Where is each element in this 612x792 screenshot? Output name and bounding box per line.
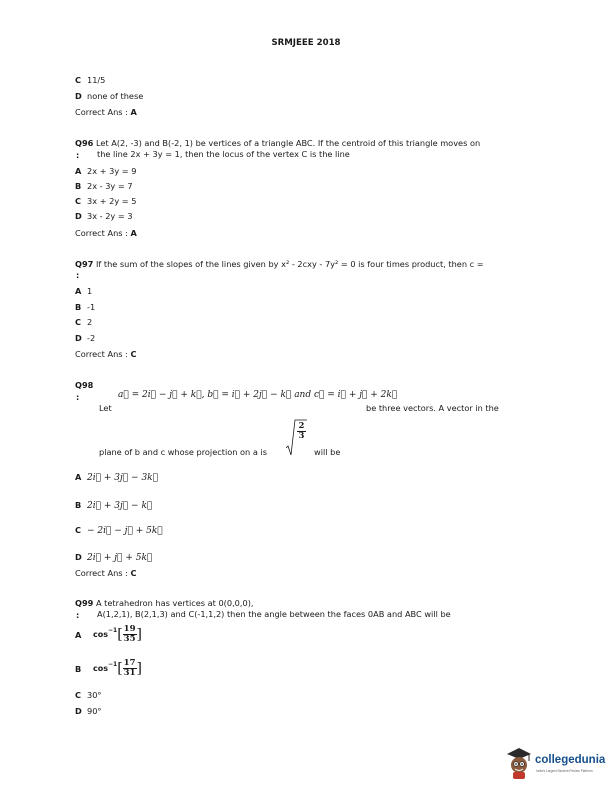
q98-line2-post: will be bbox=[314, 447, 341, 457]
option-key: B bbox=[75, 181, 82, 191]
q98-vectors: a⃗ = 2i⃗ − j⃗ + k⃗, b⃗ = i⃗ + 2j⃗ − k⃗ and c⃗ = i⃗ + j⃗ + 2k⃗ bbox=[118, 390, 398, 400]
q98-option-a bbox=[75, 465, 158, 484]
option-text: 11/5 bbox=[87, 75, 106, 85]
q97-option-b bbox=[75, 302, 95, 312]
q99-option-b: B $\cos^{-1}$[ $\frac{17}{31}$ ] bbox=[75, 658, 142, 678]
answer-label: Correct Ans : bbox=[75, 568, 128, 578]
q96-line2: the line 2x + 3y = 1, then the locus of the vertex C is the line bbox=[97, 149, 350, 159]
question-number: Q96 bbox=[75, 138, 94, 148]
option-key: C bbox=[75, 196, 82, 206]
option-key: C bbox=[75, 317, 82, 327]
fraction-denominator: 31 bbox=[123, 668, 136, 678]
option-key: C bbox=[75, 75, 82, 85]
q98-let: Let bbox=[99, 403, 112, 413]
option-key: D bbox=[75, 211, 82, 221]
option-key: D bbox=[75, 333, 82, 343]
option-text: 2x - 3y = 7 bbox=[87, 181, 133, 191]
q96-line1 bbox=[75, 138, 480, 148]
option-func: cos bbox=[93, 664, 108, 673]
option-text: 2 bbox=[87, 317, 93, 327]
q98-number: Q98 bbox=[75, 380, 94, 390]
option-text: 3x - 2y = 3 bbox=[87, 211, 133, 221]
answer-value: A bbox=[130, 228, 137, 238]
option-text: 90° bbox=[87, 706, 102, 716]
option-key: B bbox=[75, 500, 82, 510]
sqrt-radical bbox=[285, 418, 307, 458]
q96-option-b bbox=[75, 181, 133, 191]
option-key: A bbox=[75, 472, 82, 482]
q96-correct-answer bbox=[75, 228, 137, 238]
q97-option-a bbox=[75, 286, 92, 296]
radical-numerator: 2 bbox=[298, 421, 305, 431]
option-key: A bbox=[75, 629, 82, 640]
q95-option-c bbox=[75, 75, 105, 85]
q95-correct-answer bbox=[75, 107, 137, 117]
option-sup: −1 bbox=[108, 661, 118, 668]
q97-line1 bbox=[75, 259, 484, 269]
answer-label: Correct Ans : bbox=[75, 349, 128, 359]
option-text: -1 bbox=[87, 302, 96, 312]
question-number: Q97 bbox=[75, 259, 94, 269]
option-text: -2 bbox=[87, 333, 96, 343]
logo-name: collegedunia bbox=[535, 754, 606, 766]
option-text: none of these bbox=[87, 91, 144, 101]
q96-colon: : bbox=[76, 150, 80, 160]
q98-option-d bbox=[75, 545, 152, 564]
option-text: 2i⃗ + 3j⃗ − k⃗ bbox=[87, 501, 153, 511]
logo-tagline: India's Largest Student Review Platform bbox=[536, 769, 593, 773]
option-text: 3x + 2y = 5 bbox=[87, 196, 137, 206]
q96-option-c bbox=[75, 196, 136, 206]
fraction-numerator: 17 bbox=[123, 658, 136, 668]
graduate-mascot-icon bbox=[504, 746, 534, 780]
option-key: C bbox=[75, 690, 82, 700]
answer-label: Correct Ans : bbox=[75, 107, 128, 117]
option-key: C bbox=[75, 525, 82, 535]
page-title: SRMJEEE 2018 bbox=[271, 38, 341, 48]
option-key: B bbox=[75, 663, 82, 674]
question-text: Let A(2, -3) and B(-2, 1) be vertices of a triangle ABC. If the centroid of this triangle moves on bbox=[95, 138, 481, 148]
q95-option-d bbox=[75, 91, 143, 101]
q98-line2-pre: plane of b and c whose projection on a is bbox=[99, 447, 267, 457]
option-key: B bbox=[75, 302, 82, 312]
option-sup: −1 bbox=[108, 627, 118, 634]
radical-fraction bbox=[297, 422, 306, 441]
option-func: cos bbox=[93, 630, 108, 639]
option-text: 1 bbox=[87, 286, 93, 296]
q96-option-d bbox=[75, 211, 133, 221]
option-text: 2x + 3y = 9 bbox=[87, 166, 137, 176]
q99-option-d bbox=[75, 706, 102, 716]
question-text: A tetrahedron has vertices at 0(0,0,0), bbox=[95, 598, 254, 608]
question-text: If the sum of the slopes of the lines given by x² - 2cxy - 7y² = 0 is four times product, then c = bbox=[95, 259, 484, 269]
q98-colon: : bbox=[76, 392, 80, 402]
option-fraction bbox=[123, 659, 137, 678]
collegedunia-logo bbox=[504, 746, 608, 782]
question-number: Q99 bbox=[75, 598, 94, 608]
q99-option-c bbox=[75, 690, 102, 700]
answer-value: C bbox=[130, 568, 137, 578]
q98-option-b bbox=[75, 493, 152, 512]
option-key: D bbox=[75, 706, 82, 716]
q97-correct-answer bbox=[75, 349, 137, 359]
fraction-denominator: 35 bbox=[123, 634, 136, 644]
answer-value: C bbox=[130, 349, 137, 359]
option-text: 2i⃗ + 3j⃗ − 3k⃗ bbox=[87, 473, 159, 483]
q98-tail: be three vectors. A vector in the bbox=[366, 403, 499, 413]
q97-option-c bbox=[75, 317, 92, 327]
option-text: 30° bbox=[87, 690, 102, 700]
option-key: D bbox=[75, 552, 82, 562]
option-text: 2i⃗ + j⃗ + 5k⃗ bbox=[87, 553, 153, 563]
option-key: A bbox=[75, 166, 82, 176]
q97-option-d bbox=[75, 333, 95, 343]
answer-value: A bbox=[130, 107, 137, 117]
q99-option-a: A $\cos^{-1}$[ $\frac{19}{35}$ ] bbox=[75, 624, 142, 644]
q98-correct-answer bbox=[75, 568, 137, 578]
q96-option-a bbox=[75, 166, 136, 176]
answer-label: Correct Ans : bbox=[75, 228, 128, 238]
q98-option-c bbox=[75, 518, 163, 537]
option-key: A bbox=[75, 286, 82, 296]
q97-colon: : bbox=[76, 270, 80, 280]
q99-line1 bbox=[75, 598, 254, 608]
option-fraction bbox=[123, 625, 137, 644]
option-text: − 2i⃗ − j⃗ + 5k⃗ bbox=[87, 526, 163, 536]
fraction-numerator: 19 bbox=[123, 624, 136, 634]
q99-colon: : bbox=[76, 610, 80, 620]
q99-line2: A(1,2,1), B(2,1,3) and C(-1,1,2) then the angle between the faces 0AB and ABC will be bbox=[97, 609, 451, 619]
option-key: D bbox=[75, 91, 82, 101]
radical-denominator: 3 bbox=[298, 431, 305, 441]
